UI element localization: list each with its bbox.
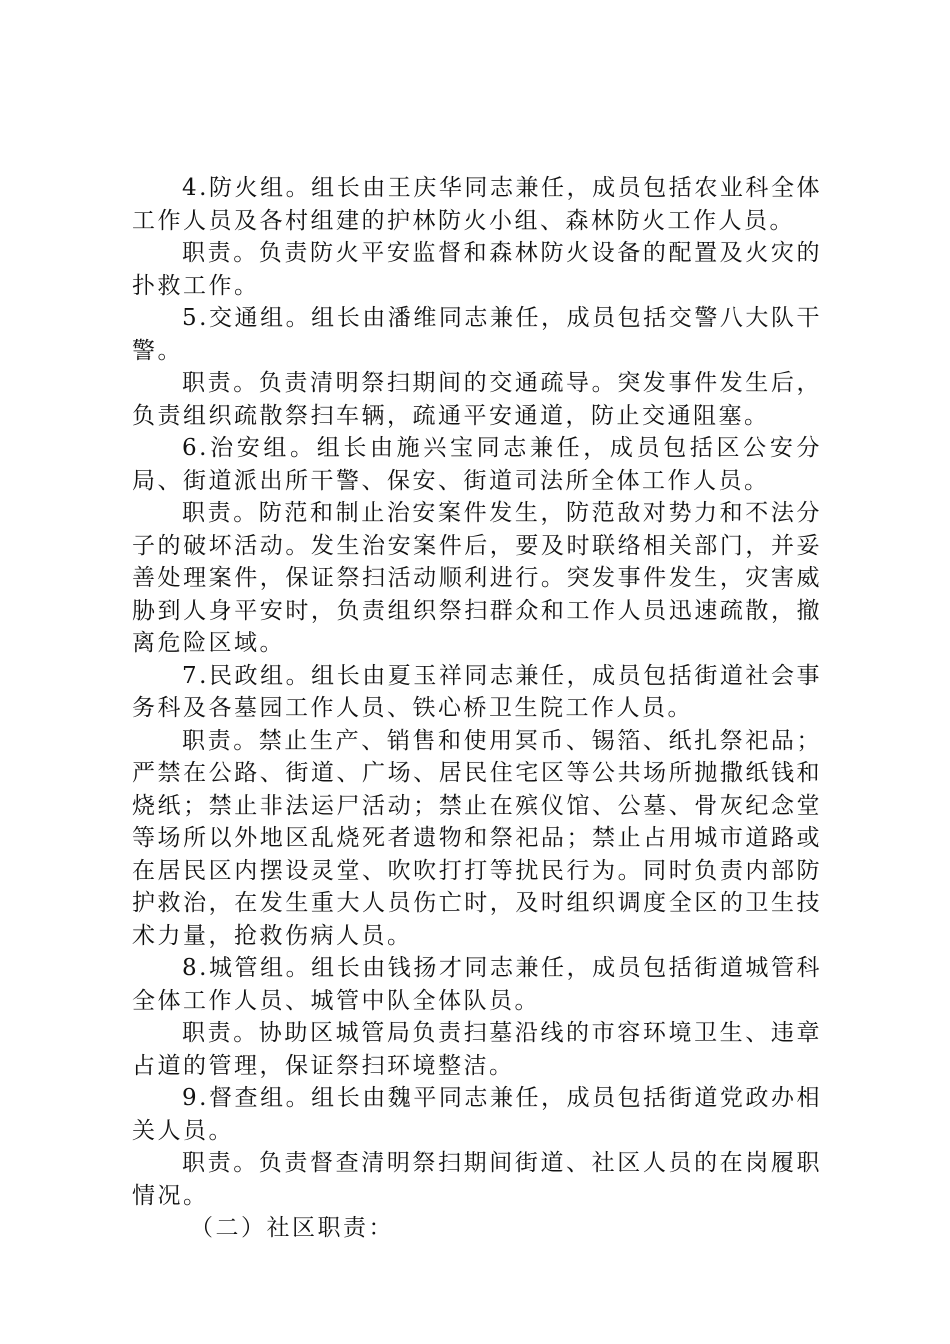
paragraph-fire-group: 4.防火组。组长由王庆华同志兼任，成员包括农业科全体工作人员及各村组建的护林防火小组、森林防火工作人员。 <box>132 175 822 234</box>
paragraph-fire-duty: 职责。负责防火平安监督和森林防火设备的配置及火灾的扑救工作。 <box>132 240 822 299</box>
document-body <box>132 172 822 1245</box>
section-heading-community-duties: （二）社区职责： <box>190 1215 394 1241</box>
paragraph-inspection-group: 9.督查组。组长由魏平同志兼任，成员包括街道党政办相关人员。 <box>132 1085 822 1144</box>
paragraph-civil-affairs-duty: 职责。禁止生产、销售和使用冥币、锡箔、纸扎祭祀品；严禁在公路、街道、广场、居民住宅区等公共场所抛撒纸钱和烧纸；禁止非法运尸活动；禁止在殡仪馆、公墓、骨灰纪念堂等场所以外地区乱烧死者遗物和祭祀品；禁止占用城市道路或在居民区内摆设灵堂、吹吹打打等扰民行为。同时负责内部防护救治，在发生重大人员伤亡时，及时组织调度全区的卫生技术力量，抢救伤病人员。 <box>132 727 822 949</box>
paragraph-security-group: 6.治安组。组长由施兴宝同志兼任，成员包括区公安分局、街道派出所干警、保安、街道司法所全体工作人员。 <box>132 435 822 494</box>
paragraph-security-duty: 职责。防范和制止治安案件发生，防范敌对势力和不法分子的破坏活动。发生治安案件后，要及时联络相关部门，并妥善处理案件，保证祭扫活动顺利进行。突发事件发生，灾害威胁到人身平安时，负责组织祭扫群众和工作人员迅速疏散，撤离危险区域。 <box>132 500 822 656</box>
paragraph-civil-affairs-group: 7.民政组。组长由夏玉祥同志兼任，成员包括街道社会事务科及各墓园工作人员、铁心桥卫生院工作人员。 <box>132 662 822 721</box>
paragraph-traffic-group: 5.交通组。组长由潘维同志兼任，成员包括交警八大队干警。 <box>132 305 822 364</box>
paragraph-inspection-duty: 职责。负责督查清明祭扫期间街道、社区人员的在岗履职情况。 <box>132 1150 822 1209</box>
paragraph-traffic-duty: 职责。负责清明祭扫期间的交通疏导。突发事件发生后，负责组织疏散祭扫车辆，疏通平安通道，防止交通阻塞。 <box>132 370 822 429</box>
paragraph-city-management-duty: 职责。协助区城管局负责扫墓沿线的市容环境卫生、违章占道的管理，保证祭扫环境整洁。 <box>132 1020 822 1079</box>
paragraph-city-management-group: 8.城管组。组长由钱扬才同志兼任，成员包括街道城管科全体工作人员、城管中队全体队员。 <box>132 955 822 1014</box>
